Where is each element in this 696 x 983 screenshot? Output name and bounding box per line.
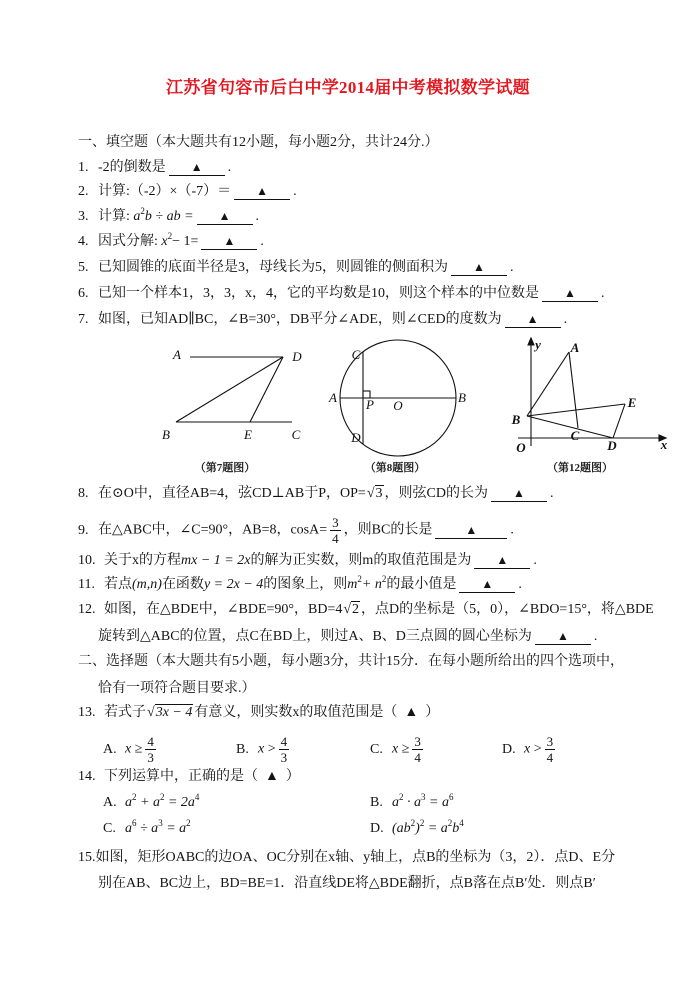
- option-op: >: [267, 741, 276, 757]
- exponent: 2: [447, 818, 453, 828]
- question-2-text: 计算:（-2）×（-7）＝: [98, 184, 232, 199]
- question-2-end: .: [293, 184, 297, 199]
- denominator: 4: [414, 750, 421, 765]
- question-13-number: 13.: [78, 705, 96, 720]
- fig12-label-y: y: [535, 337, 541, 352]
- point: (m,n): [132, 577, 162, 592]
- question-6-number: 6.: [78, 286, 89, 301]
- question-8-text-2: ，则弦CD的长为: [384, 486, 488, 501]
- root-sign: √: [147, 705, 155, 720]
- fig8-label-a: A: [329, 390, 337, 405]
- fig8-label-p: P: [366, 397, 374, 412]
- exponent: 2: [381, 574, 387, 584]
- math-term: a: [125, 795, 132, 810]
- fig12-label-b: B: [511, 412, 521, 427]
- option-label: B.: [236, 741, 249, 757]
- part1-heading: 一、填空题（本大题共有12小题，每小题2分，共计24分.）: [78, 135, 439, 150]
- answer-triangle: ▲: [465, 522, 478, 537]
- option-13-a: [103, 734, 159, 765]
- answer-blank: [474, 553, 530, 569]
- question-12-text-3: 旋转到△ABC的位置，点C在BD上，则过A、B、D三点圆的圆心坐标为: [98, 629, 532, 644]
- numerator: 4: [147, 734, 154, 749]
- answer-blank: [201, 234, 257, 250]
- question-5-text: 已知圆锥的底面半径是3，母线长为5，则圆锥的侧面积为: [98, 260, 448, 275]
- question-11-text-4: 的最小值是: [386, 577, 457, 592]
- fraction: [545, 734, 556, 765]
- exponent: 2: [186, 818, 191, 828]
- answer-blank: [451, 260, 507, 276]
- question-15-text: 如图，矩形OABC的边OA、OC分别在x轴、y轴上，点B的坐标为（3，2）．点D、E分: [95, 850, 616, 865]
- fig8-label-b: B: [458, 390, 466, 405]
- math-term: = a: [424, 821, 448, 836]
- option-label: B.: [370, 795, 383, 810]
- question-7: [78, 311, 567, 329]
- question-12-line-2: [98, 628, 597, 646]
- option-op: ≥: [401, 741, 410, 757]
- option-14-a: [103, 794, 199, 812]
- denominator: 4: [546, 750, 554, 765]
- answer-blank: [542, 286, 598, 302]
- answer-blank: [169, 160, 225, 176]
- fig12-line-ac: [569, 352, 578, 428]
- figure-12-caption: （第12题图）: [547, 462, 613, 474]
- answer-blank: [197, 209, 253, 225]
- radicand: 2: [352, 602, 360, 617]
- part2-heading-cont: 恰有一项符合题目要求.）: [98, 681, 256, 696]
- question-11-text: 若点: [104, 577, 132, 592]
- math-term: b: [452, 821, 460, 836]
- option-var: x: [125, 741, 132, 757]
- fig12-label-e: E: [627, 395, 637, 410]
- denominator: 4: [332, 531, 339, 546]
- question-15-line-2: 别在AB、BC边上，BD=BE=1．沿直线DE将△BDE翻折，点B落在点B′处．则点B′: [98, 876, 596, 891]
- math-term: b ÷ ab =: [144, 209, 194, 224]
- math-term: a: [125, 821, 132, 836]
- numerator: 3: [546, 734, 554, 749]
- question-6: [78, 285, 605, 303]
- answer-triangle: ▲: [556, 629, 569, 643]
- numerator: 4: [280, 734, 288, 749]
- exponent: 3: [421, 792, 426, 802]
- answer-triangle: ▲: [223, 234, 236, 248]
- denominator: 3: [280, 750, 288, 765]
- equation: mx − 1 = 2x: [181, 553, 251, 568]
- answer-triangle: ▲: [218, 209, 231, 223]
- fig12-label-d: D: [607, 438, 617, 453]
- question-8-number: 8.: [78, 486, 89, 501]
- question-2: [78, 183, 297, 201]
- option-13-b: [236, 734, 292, 765]
- exponent: 6: [132, 818, 137, 828]
- question-12-text: 如图，在△BDE中，∠BDE=90°，BD=4: [104, 602, 343, 617]
- question-13-text: 若式子: [104, 705, 146, 720]
- radicand: 3x − 4: [155, 705, 193, 720]
- exponent: 2: [132, 792, 137, 802]
- question-11-end: .: [518, 577, 522, 592]
- math-term: ): [415, 821, 420, 836]
- fig12-y-arrow: [528, 338, 534, 345]
- question-12-line-1: [78, 601, 654, 619]
- math-term: = 2a: [164, 795, 195, 810]
- exponent: 3: [158, 818, 163, 828]
- fig12-label-c: C: [570, 428, 580, 443]
- numerator: 3: [332, 515, 339, 530]
- question-7-text: 如图，已知AD∥BC，∠B=30°，DB平分∠ADE，则∠CED的度数为: [98, 312, 502, 327]
- question-1-text: -2的倒数是: [98, 160, 166, 175]
- option-14-b: [370, 794, 453, 812]
- math-term: = a: [425, 795, 449, 810]
- answer-triangle: ▲: [265, 769, 279, 784]
- question-8-text: 在⊙O中，直径AB=4，弦CD⊥AB于P，OP=: [98, 486, 366, 501]
- question-10-text: 关于x的方程: [104, 553, 181, 568]
- question-12-text-2: ，点D的坐标是（5，0），∠BDO=15°，将△BDE: [361, 602, 654, 617]
- math-term: (ab: [392, 821, 411, 836]
- math-term: − 1=: [172, 234, 199, 249]
- exponent: 6: [448, 792, 454, 802]
- square-root: [343, 602, 360, 617]
- figure-8-labels: [328, 347, 466, 445]
- fig12-label-o: O: [516, 440, 526, 455]
- answer-triangle: ▲: [526, 312, 539, 326]
- option-label: C.: [103, 821, 116, 836]
- question-13-end: ）: [425, 705, 440, 720]
- figures: [0, 330, 696, 460]
- question-2-number: 2.: [78, 184, 89, 199]
- answer-triangle: ▲: [256, 184, 269, 198]
- question-6-end: .: [601, 286, 605, 301]
- math-term: ÷ a: [136, 821, 159, 836]
- figure-12-labels: [511, 337, 668, 455]
- radicand: 3: [375, 486, 383, 501]
- exponent: 2: [140, 206, 145, 216]
- question-7-number: 7.: [78, 312, 89, 327]
- numerator: 3: [414, 734, 421, 749]
- option-var: x: [392, 741, 399, 757]
- question-14: [78, 768, 300, 786]
- option-13-d: [502, 734, 558, 765]
- question-13-text-2: 有意义，则实数x的取值范围是（: [194, 705, 398, 720]
- question-9-number: 9.: [78, 522, 89, 538]
- fraction: [145, 734, 156, 765]
- answer-triangle: ▲: [404, 705, 419, 720]
- question-3: [78, 208, 259, 226]
- fig12-label-a: A: [570, 340, 580, 355]
- question-11-text-2: 在函数: [161, 577, 204, 592]
- question-5-number: 5.: [78, 260, 89, 275]
- exponent: 4: [459, 818, 464, 828]
- answer-triangle: ▲: [190, 160, 203, 174]
- question-3-end: .: [255, 209, 260, 224]
- exponent: 4: [194, 792, 200, 802]
- answer-blank: [491, 486, 547, 502]
- question-4: [78, 233, 264, 251]
- question-1-end: .: [227, 160, 232, 175]
- math-term: + n: [361, 577, 382, 592]
- answer-blank: [505, 312, 561, 328]
- root-sign: √: [343, 602, 352, 617]
- question-8: [78, 485, 553, 503]
- question-3-number: 3.: [78, 209, 89, 224]
- fig7-label-e: E: [244, 427, 252, 442]
- fig12-label-x: x: [660, 437, 668, 452]
- math-term: x: [161, 234, 168, 249]
- exponent: 2: [399, 792, 404, 802]
- question-11-text-3: 的图象上，则: [263, 577, 348, 592]
- question-8-end: .: [549, 486, 554, 501]
- denominator: 3: [147, 750, 154, 765]
- answer-triangle: ▲: [473, 260, 485, 274]
- option-var: x: [258, 741, 265, 757]
- question-15-number: 15.: [78, 850, 96, 865]
- math-term: = a: [162, 821, 187, 836]
- fraction: [330, 515, 341, 546]
- figure-12: [518, 338, 666, 446]
- question-4-number: 4.: [78, 234, 89, 249]
- answer-triangle: ▲: [513, 486, 525, 500]
- option-op: >: [533, 741, 542, 757]
- question-7-end: .: [563, 312, 568, 327]
- question-9-text: 在△ABC中，∠C=90°，AB=8，cosA=: [98, 522, 328, 538]
- question-9-text-2: ，则BC的长是: [343, 522, 433, 538]
- question-14-text: 下列运算中，正确的是（: [104, 769, 258, 784]
- math-term: + a: [136, 795, 160, 810]
- exam-title: 江苏省句容市后白中学2014届中考模拟数学试题: [166, 78, 530, 97]
- question-10-text-2: 的解为正实数，则m的取值范围是为: [250, 553, 472, 568]
- answer-blank: [234, 184, 290, 200]
- square-root: [367, 486, 384, 501]
- answer-blank: [535, 629, 591, 645]
- answer-triangle: ▲: [481, 577, 494, 591]
- option-label: D.: [502, 741, 516, 757]
- question-15-line-1: [78, 849, 615, 867]
- fig7-label-b: B: [162, 427, 170, 442]
- math-term: a: [392, 795, 399, 810]
- question-11: [78, 576, 522, 594]
- question-9-end: .: [510, 522, 514, 538]
- fig7-label-d: D: [292, 349, 302, 364]
- fig8-label-o: O: [393, 398, 403, 413]
- option-label: A.: [103, 741, 117, 757]
- option-14-c: [103, 820, 191, 838]
- square-root: [147, 705, 193, 720]
- question-10-end: .: [533, 553, 537, 568]
- figure-8-caption: （第8题图）: [364, 462, 426, 474]
- root-sign: √: [366, 486, 375, 501]
- option-var: x: [524, 741, 531, 757]
- question-14-end: ）: [285, 769, 300, 784]
- question-3-text: 计算:: [98, 209, 130, 224]
- question-5: [78, 259, 514, 277]
- fig8-label-c: C: [351, 347, 361, 362]
- option-label: A.: [103, 795, 117, 810]
- answer-triangle: ▲: [496, 553, 509, 567]
- figure-7: [176, 357, 292, 422]
- math-term: m: [347, 577, 358, 592]
- question-9: [78, 515, 514, 546]
- option-op: ≥: [134, 741, 143, 757]
- fig8-label-d: D: [351, 430, 361, 445]
- fig7-label-a: A: [173, 347, 181, 362]
- question-14-number: 14.: [78, 769, 96, 784]
- function: y = 2x − 4: [203, 577, 264, 592]
- fraction: [279, 734, 290, 765]
- answer-blank: [435, 523, 507, 539]
- option-label: C.: [370, 741, 383, 757]
- exponent: 2: [419, 818, 425, 828]
- question-5-end: .: [510, 260, 514, 275]
- exponent: 2: [159, 792, 165, 802]
- exponent: 2: [410, 818, 416, 828]
- fraction: [412, 734, 423, 765]
- question-12-number: 12.: [78, 602, 96, 617]
- question-10: [78, 552, 537, 570]
- math-term: · a: [403, 795, 421, 810]
- answer-blank: [459, 577, 515, 593]
- fig12-line-ab: [527, 352, 569, 416]
- option-14-d: [370, 820, 464, 838]
- part2-heading: 二、选择题（本大题共有5小题，每小题3分，共计15分．在每小题所给出的四个选项中，: [78, 654, 624, 669]
- question-4-end: .: [260, 234, 264, 249]
- exponent: 2: [357, 574, 362, 584]
- question-10-number: 10.: [78, 553, 96, 568]
- question-1-number: 1.: [78, 160, 89, 175]
- answer-triangle: ▲: [564, 286, 576, 300]
- option-13-c: [370, 734, 426, 765]
- question-11-number: 11.: [78, 577, 95, 592]
- question-4-text: 因式分解:: [98, 234, 158, 249]
- fig12-line-ed: [613, 404, 625, 438]
- question-1: [78, 159, 231, 177]
- option-label: D.: [370, 821, 384, 836]
- question-6-text: 已知一个样本1，3，3，x，4，它的平均数是10，则这个样本的中位数是: [98, 286, 539, 301]
- question-13: [78, 704, 439, 722]
- math-term: a: [133, 209, 141, 224]
- question-12-end: .: [593, 629, 598, 644]
- figure-7-caption: （第7题图）: [194, 462, 256, 474]
- fig7-label-c: C: [291, 427, 301, 442]
- exponent: 2: [167, 231, 173, 241]
